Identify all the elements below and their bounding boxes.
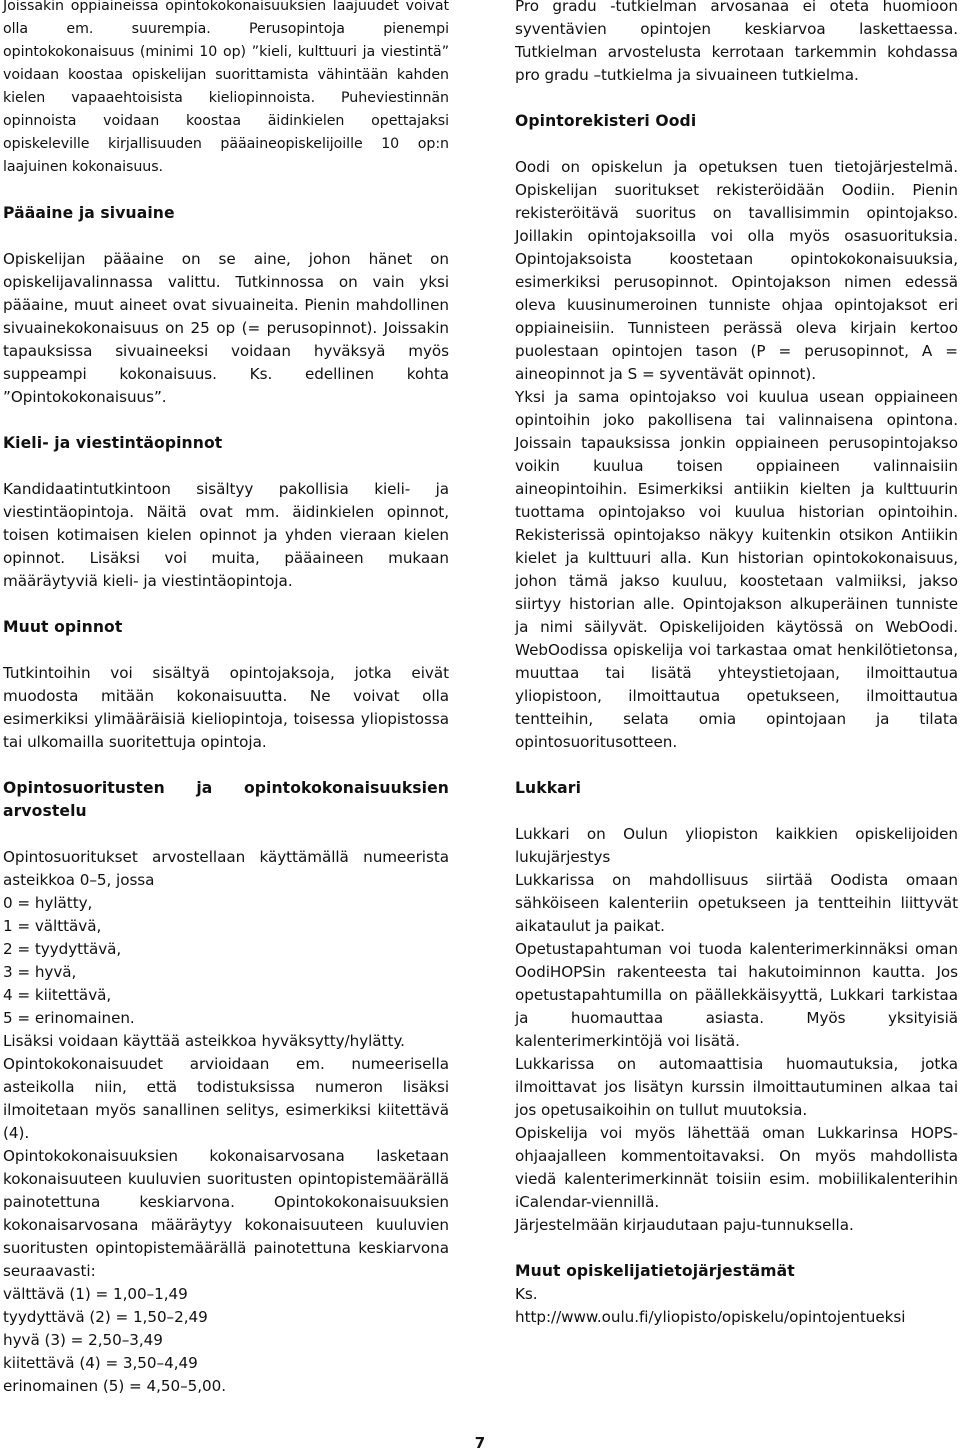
range-item: tyydyttävä (2) = 1,50–2,49 <box>3 1308 208 1326</box>
paaaine-paragraph: Opiskelijan pääaine on se aine, johon hänet on opiskelijavalinnassa valittu. Tutkinnossa on vain yksi pääaine, muut aineet ovat sivuaineita. Pienin mahdollinen sivuainekokonaisuus on 25 op (= perusopinnot). Joissakin tapauksissa sivuaineeksi voidaan hyväksyä myös suppeampi kokonaisuus. Ks. edellinen kohta ”Opintokokonaisuus”. <box>3 250 449 406</box>
section-heading-paaaine: Pääaine ja sivuaine <box>3 204 175 222</box>
muut-paragraph: Tutkintoihin voi sisältyä opintojaksoja, jotka eivät muodosta mitään kokonaisuutta. Ne voivat olla esimerkiksi ylimääräisiä kieliopintoja, toisessa yliopistossa tai ulkomailla suoritettuja opintoja. <box>3 664 449 751</box>
range-item: kiitettävä (4) = 3,50–4,49 <box>3 1354 198 1372</box>
page-number: 7 <box>474 1434 486 1452</box>
arvostelu-paragraph: Opintokokonaisuuksien kokonaisarvosana lasketaan kokonaisuuteen kuuluvien suoritusten opintopistemäärällä painotettuna keskiarvona. Opintokokonaisuuksien kokonaisarvosana määräytyy kokonaisuuteen kuuluvien suoritusten opintopistemäärällä painotettuna keskiarvona seuraavasti: <box>3 1147 449 1280</box>
range-item: erinomainen (5) = 4,50–5,00. <box>3 1377 227 1395</box>
grade-item: 2 = tyydyttävä, <box>3 940 122 958</box>
intro-paragraph: Joissakin oppiaineissa opintokokonaisuuksien laajuudet voivat olla em. suurempia. Perusopintoja pienempi opintokokonaisuus (minimi 10 op) ”kieli, kulttuuri ja viestintä” voidaan koostaa opiskelijan suorittamista vähintään kahden kielen vapaaehtoisista kieliopinnoista. Puheviestinnän opinnoista voidaan koostaa äidinkielen opettajaksi opiskeleville kirjallisuuden pääaineopiskelijoille 10 op:n laajuinen kokonaisuus. <box>3 0 449 175</box>
section-heading-muut-opinnot: Muut opinnot <box>3 618 123 636</box>
section-heading-oodi: Opintorekisteri Oodi <box>515 112 697 130</box>
lukkari-paragraph: Lukkari on Oulun yliopiston kaikkien opiskelijoiden lukujärjestys <box>515 825 958 866</box>
oodi-paragraph: Oodi on opiskelun ja opetuksen tuen tietojärjestelmä. Opiskelijan suoritukset rekisteröidään Oodiin. Pienin rekisteröitävä suoritus on tavallisimmin opintojakso. Joillakin opintojaksoilla voi olla myös osasuorituksia. Opintojaksoista koostetaan opintokokonaisuuksia, esimerkiksi perusopinnot. Opintojakson nimen edessä oleva kuusinumeroinen tunniste ohjaa opintojaksot eri oppiaineisiin. Tunnisteen perässä oleva kirjain kertoo puolestaan opintojen tason (P = perusopinnot, A = aineopinnot ja S = syventävät opinnot). <box>515 158 958 383</box>
oodi-paragraph: Yksi ja sama opintojakso voi kuulua usean oppiaineen opintoihin joko pakollisena tai valinnaisena opintona. Joissain tapauksissa jonkin oppiaineen perusopintojakso voikin kuulua toisen oppiaineen valinnaisiin aineopintoihin. Esimerkiksi antiikin kielten ja kulttuurin tuottama opintojakso voi kuulua historian opintoihin. Rekisterissä opintojakso näkyy kuitenkin otsikon Antiikin kielet ja kulttuuri alla. Kun historian opintokokonaisuus, johon tämä jakso kuuluu, koostetaan valmiiksi, jakso siirtyy historian alle. Opintojakson alkuperäinen tunniste ja nimi säilyvät. Opiskelijoiden käytössä on WebOodi. WebOodissa opiskelija voi tarkastaa omat henkilötietonsa, muuttaa tai lisätä yhteystietojaan, ilmoittautua yliopistoon, ilmoittautua opetukseen, ilmoittautua tentteihin, selata omia opintojaan ja tilata opintosuoritusotteen. <box>515 388 958 751</box>
section-heading-lukkari: Lukkari <box>515 779 582 797</box>
lukkari-paragraph: Lukkarissa on mahdollisuus siirtää Oodista omaan sähköiseen kalenteriin opetukseen ja tentteihin liittyvät aikataulut ja paikat. <box>515 871 958 935</box>
lukkari-paragraph: Opiskelija voi myös lähettää oman Lukkarinsa HOPS-ohjaajalleen kommentoitavaksi. On myös mahdollista viedä kalenterimerkinnät toisiin esim. mobiilikalenterihin iCalendar-viennillä. <box>515 1124 958 1211</box>
section-heading-muut-jarjestelmat: Muut opiskelijatietojärjestämät <box>515 1262 795 1280</box>
grade-item: 3 = hyvä, <box>3 963 77 981</box>
opintojen-tuki-link[interactable]: http://www.oulu.fi/yliopisto/opiskelu/opintojentueksi <box>515 1308 906 1326</box>
grade-item: 0 = hylätty, <box>3 894 93 912</box>
ks-label: Ks. <box>515 1285 538 1303</box>
range-item: välttävä (1) = 1,00–1,49 <box>3 1285 188 1303</box>
lukkari-paragraph: Opetustapahtuman voi tuoda kalenterimerkinnäksi oman OodiHOPSin rakenteesta tai hakutoiminnon kautta. Jos opetustapahtumilla on päällekkäisyyttä, Lukkari tarkistaa ja huomauttaa asiasta. Myös yksityisiä kalenterimerkintöjä voi lisätä. <box>515 940 958 1050</box>
kieli-paragraph: Kandidaatintutkintoon sisältyy pakollisia kieli- ja viestintäopintoja. Näitä ovat mm. äidinkielen opinnot, toisen kotimaisen kielen opinnot ja yhden vieraan kielen opinnot. Lisäksi voi muita, pääaineen mukaan määräytyviä kieli- ja viestintäopintoja. <box>3 480 449 590</box>
lukkari-paragraph: Järjestelmään kirjaudutaan paju-tunnuksella. <box>515 1216 854 1234</box>
section-heading-kieli: Kieli- ja viestintäopinnot <box>3 434 223 452</box>
gradu-paragraph: Pro gradu -tutkielman arvosanaa ei oteta huomioon syventävien opintojen keskiarvoa laskettaessa. Tutkielman arvostelusta kerrotaan tarkemmin kohdassa pro gradu –tutkielma ja sivuaineen tutkielma. <box>515 0 958 84</box>
lukkari-paragraph: Lukkarissa on automaattisia huomautuksia, jotka ilmoittavat jos lisätyn kurssin ilmoittautuminen alkaa tai jos opetusaikoihin on tullut muutoksia. <box>515 1055 958 1119</box>
section-heading-arvostelu: Opintosuoritusten ja opintokokonaisuuksien arvostelu <box>3 779 449 820</box>
right-column <box>515 0 958 1329</box>
grade-item: 4 = kiitettävä, <box>3 986 112 1004</box>
arvostelu-intro: Opintosuoritukset arvostellaan käyttämällä numeerista asteikkoa 0–5, jossa <box>3 848 449 889</box>
arvostelu-paragraph: Opintokokonaisuudet arvioidaan em. numeerisella asteikolla niin, että todistuksissa numeron lisäksi ilmoitetaan myös sanallinen selitys, esimerkiksi kiitettävä (4). <box>3 1055 449 1142</box>
arvostelu-paragraph: Lisäksi voidaan käyttää asteikkoa hyväksytty/hylätty. <box>3 1032 405 1050</box>
left-column <box>3 0 449 1398</box>
grade-item: 5 = erinomainen. <box>3 1009 135 1027</box>
grade-item: 1 = välttävä, <box>3 917 102 935</box>
range-item: hyvä (3) = 2,50–3,49 <box>3 1331 163 1349</box>
